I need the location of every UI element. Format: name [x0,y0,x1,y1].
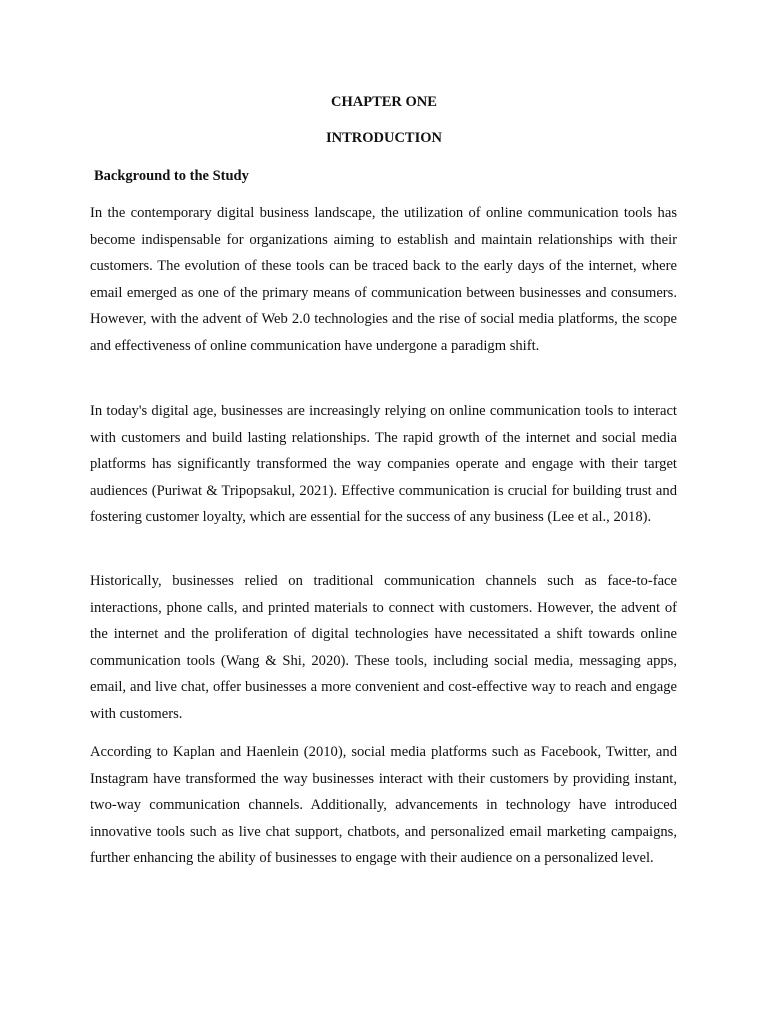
paragraph-3: Historically, businesses relied on traditional communication channels such as face-to-face interactions, phone calls, and printed materials to connect with customers. However, the advent of the internet and the proliferation of digital technologies have necessitated a shift towards online communication tools (Wang & Shi, 2020). These tools, including social media, messaging apps, email, and live chat, offer businesses a more convenient and cost-effective way to reach and engage with customers. [90,573,677,722]
paragraph-2: In today's digital age, businesses are increasingly relying on online communication tools to interact with customers and build lasting relationships. The rapid growth of the internet and social media platforms has significantly transformed the way companies operate and engage with their target audiences (Puriwat & Tripopsakul, 2021). Effective communication is crucial for building trust and fostering customer loyalty, which are essential for the success of any business (Lee et al., 2018). [90,403,677,526]
chapter-heading: CHAPTER ONE [331,94,437,110]
paragraph-4: According to Kaplan and Haenlein (2010), social media platforms such as Facebook, Twitter, and Instagram have transformed the way businesses interact with their customers by providing instant, two-way communication channels. Additionally, advancements in technology have introduced innovative tools such as live chat support, chatbots, and personalized email marketing campaigns, further enhancing the ability of businesses to engage with their audience on a personalized level. [90,744,677,867]
paragraph-1: In the contemporary digital business landscape, the utilization of online communication tools has become indispensable for organizations aiming to establish and maintain relationships with their customers. The evolution of these tools can be traced back to the early days of the internet, where email emerged as one of the primary means of communication between businesses and consumers. However, with the advent of Web 2.0 technologies and the rise of social media platforms, the scope and effectiveness of online communication have undergone a paradigm shift. [90,205,677,354]
page-title: INTRODUCTION [325,130,442,146]
section-heading: Background to the Study [94,168,249,184]
